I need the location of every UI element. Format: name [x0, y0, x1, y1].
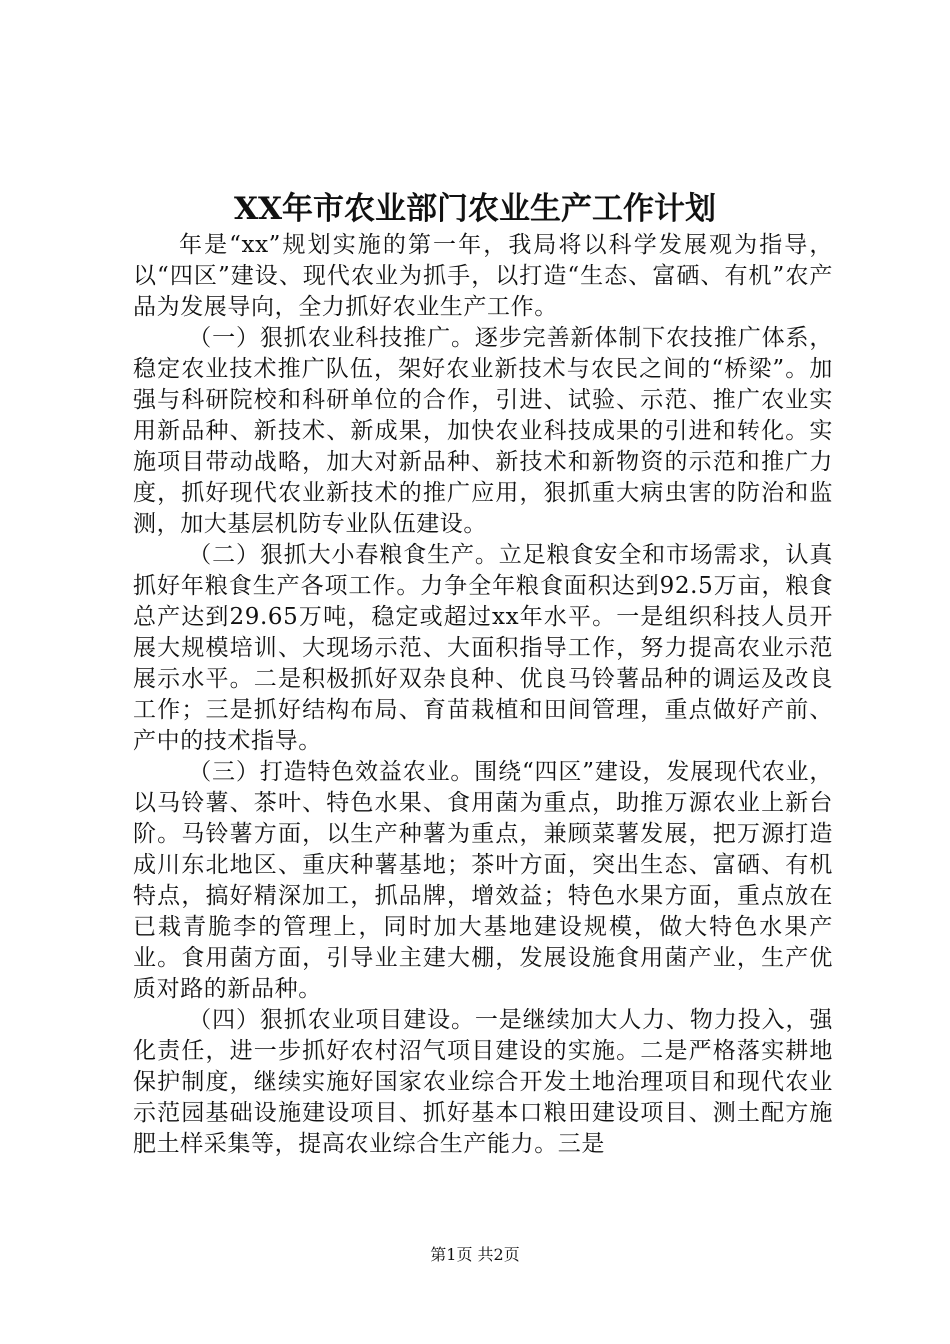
- paragraph-section-1: （一）狠抓农业科技推广。逐步完善新体制下农技推广体系，稳定农业技术推广队伍，架好农业新技术与农民之间的“桥梁”。加强与科研院校和科研单位的合作，引进、试验、示范、推广农业实用新品种、新技术、新成果，加快农业科技成果的引进和转化。实施项目带动战略，加大对新品种、新技术和新物资的示范和推广力度，抓好现代农业新技术的推广应用，狠抓重大病虫害的防治和监测，加大基层机防专业队伍建设。: [133, 325, 833, 537]
- document-title: XX年市农业部门农业生产工作计划: [233, 191, 717, 227]
- paragraph-section-2: （二）狠抓大小春粮食生产。立足粮食安全和市场需求，认真抓好年粮食生产各项工作。力争全年粮食面积达到92.5万亩，粮食总产达到29.65万吨，稳定或超过xx年水平。一是组织科技人员开展大规模培训、大现场示范、大面积指导工作，努力提高农业示范展示水平。二是积极抓好双杂良种、优良马铃薯品种的调运及改良工作；三是抓好结构布局、育苗栽植和田间管理，重点做好产前、产中的技术指导。: [133, 542, 833, 754]
- paragraph-section-4: （四）狠抓农业项目建设。一是继续加大人力、物力投入，强化责任，进一步抓好农村沼气项目建设的实施。二是严格落实耕地保护制度，继续实施好国家农业综合开发土地治理项目和现代农业示范园基础设施建设项目、抓好基本口粮田建设项目、测土配方施肥土样采集等，提高农业综合生产能力。三是: [133, 1007, 833, 1157]
- paragraph-section-3: （三）打造特色效益农业。围绕“四区”建设，发展现代农业，以马铃薯、茶叶、特色水果、食用菌为重点，助推万源农业上新台阶。马铃薯方面，以生产种薯为重点，兼顾菜薯发展，把万源打造成川东北地区、重庆种薯基地；茶叶方面，突出生态、富硒、有机特点，搞好精深加工，抓品牌，增效益；特色水果方面，重点放在已栽青脆李的管理上，同时加大基地建设规模，做大特色水果产业。食用菌方面，引导业主建大棚，发展设施食用菌产业，生产优质对路的新品种。: [133, 759, 833, 1002]
- page-footer: 第1页 共2页: [430, 1245, 520, 1264]
- paragraph-intro: 年是“xx”规划实施的第一年，我局将以科学发展观为指导，以“四区”建设、现代农业为抓手，以打造“生态、富硒、有机”农产品为发展导向，全力抓好农业生产工作。: [133, 232, 833, 320]
- document-body: [133, 230, 833, 1160]
